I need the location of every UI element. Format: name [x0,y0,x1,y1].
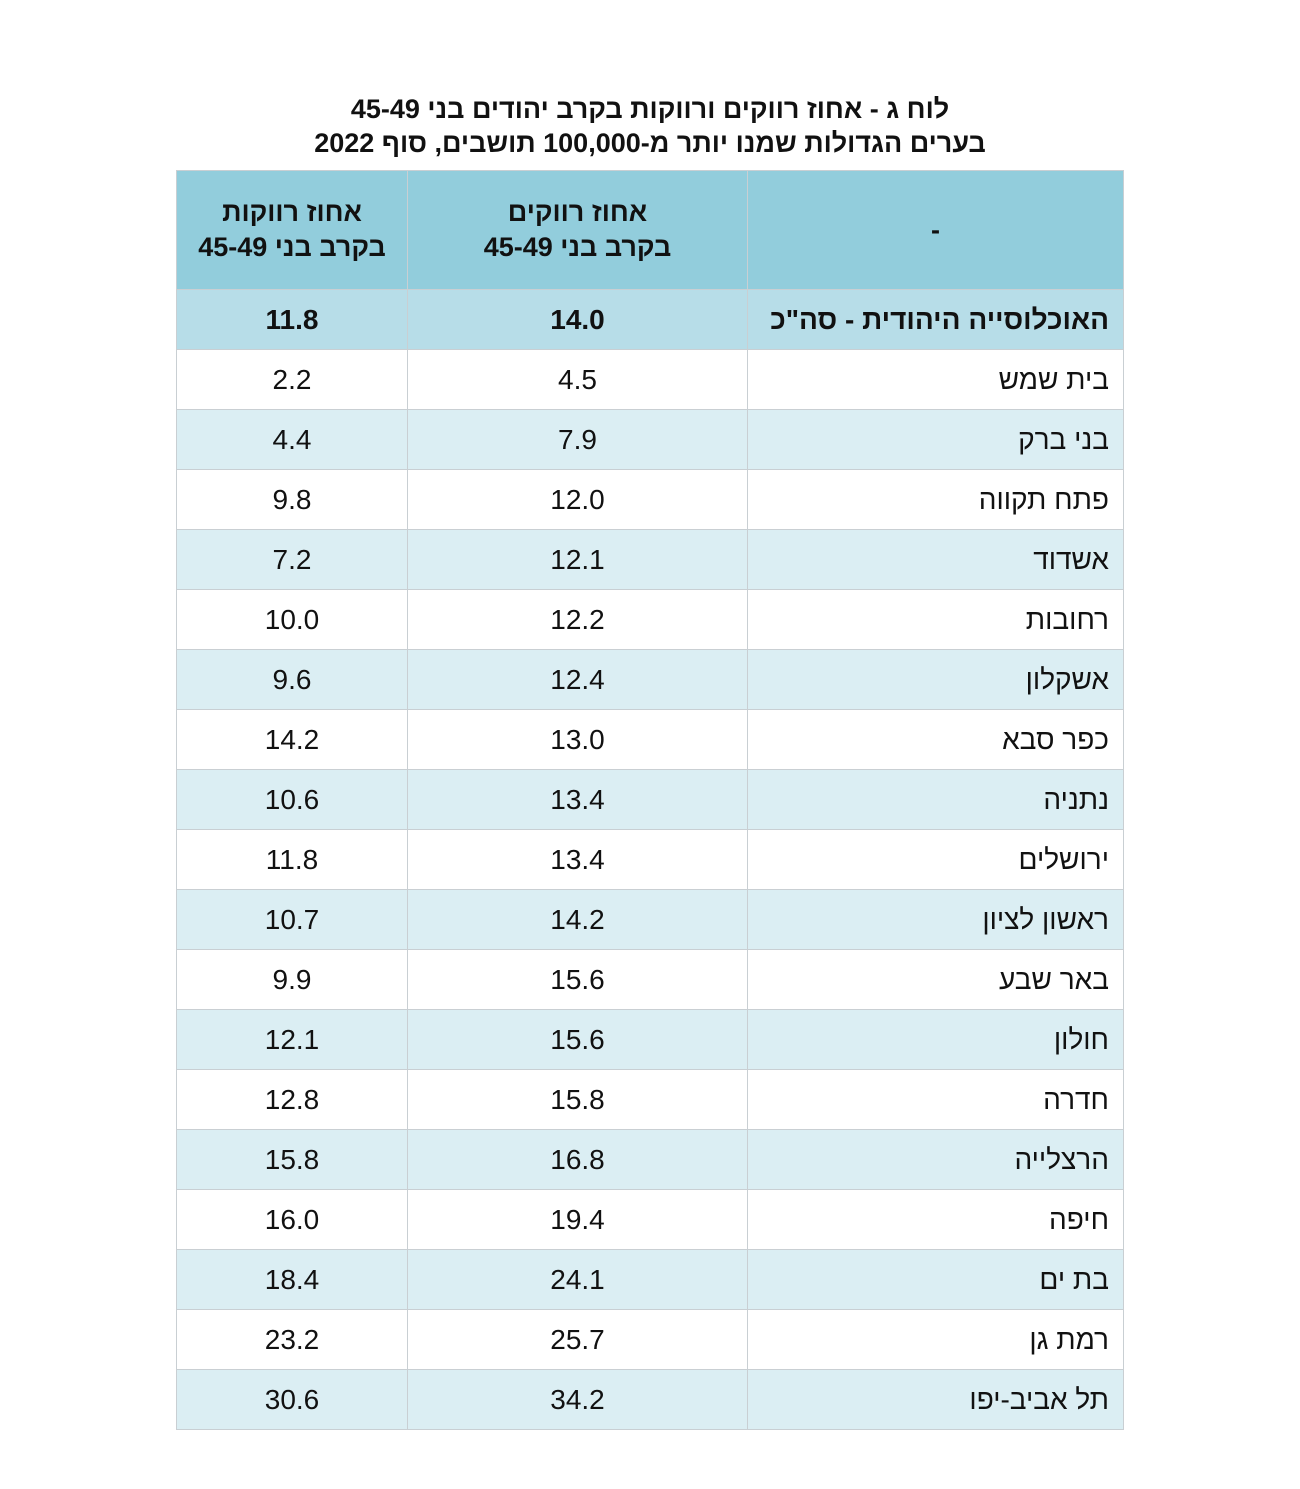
table-title [0,92,1300,160]
city-name: חדרה [748,1070,1124,1130]
city-name: חיפה [748,1190,1124,1250]
men-percent: 12.2 [408,590,748,650]
men-percent: 7.9 [408,410,748,470]
men-percent: 25.7 [408,1310,748,1370]
table-row [177,650,1124,710]
total-women: 11.8 [177,290,408,350]
men-percent: 16.8 [408,1130,748,1190]
table-row [177,710,1124,770]
men-percent: 13.4 [408,830,748,890]
table-row [177,530,1124,590]
title-line-2: בערים הגדולות שמנו יותר מ-100,000 תושבים, סוף 2022 [314,128,986,158]
men-percent: 12.0 [408,470,748,530]
table-row [177,1130,1124,1190]
table-row [177,890,1124,950]
title-line-1: לוח ג - אחוז רווקים ורווקות בקרב יהודים בני 45-49 [350,94,950,124]
men-percent: 15.8 [408,1070,748,1130]
women-percent: 11.8 [177,830,408,890]
men-percent: 34.2 [408,1370,748,1430]
women-percent: 4.4 [177,410,408,470]
men-percent: 12.4 [408,650,748,710]
table-row [177,1070,1124,1130]
table-row [177,410,1124,470]
header-women [177,171,408,290]
header-men-line-1: אחוז רווקים [507,197,648,227]
city-name: ירושלים [748,830,1124,890]
women-percent: 14.2 [177,710,408,770]
table-row [177,830,1124,890]
city-name: כפר סבא [748,710,1124,770]
city-name: הרצלייה [748,1130,1124,1190]
city-name: אשקלון [748,650,1124,710]
men-percent: 12.1 [408,530,748,590]
city-name: באר שבע [748,950,1124,1010]
total-row [177,290,1124,350]
city-name: פתח תקווה [748,470,1124,530]
table-row [177,770,1124,830]
women-percent: 10.0 [177,590,408,650]
header-women-line-1: אחוז רווקות [222,197,362,227]
table-row [177,1370,1124,1430]
table-row [177,1310,1124,1370]
men-percent: 15.6 [408,1010,748,1070]
city-name: רמת גן [748,1310,1124,1370]
women-percent: 16.0 [177,1190,408,1250]
men-percent: 14.2 [408,890,748,950]
city-name: אשדוד [748,530,1124,590]
data-table-container [176,170,1123,1430]
women-percent: 2.2 [177,350,408,410]
men-percent: 13.0 [408,710,748,770]
city-name: בית שמש [748,350,1124,410]
total-name: האוכלוסייה היהודית - סה"כ [748,290,1124,350]
women-percent: 7.2 [177,530,408,590]
men-percent: 4.5 [408,350,748,410]
table-row [177,350,1124,410]
header-row [177,171,1124,290]
total-men: 14.0 [408,290,748,350]
women-percent: 15.8 [177,1130,408,1190]
city-name: תל אביב-יפו [748,1370,1124,1430]
women-percent: 10.7 [177,890,408,950]
city-name: רחובות [748,590,1124,650]
women-percent: 12.8 [177,1070,408,1130]
table-row [177,950,1124,1010]
city-name: חולון [748,1010,1124,1070]
women-percent: 9.9 [177,950,408,1010]
men-percent: 19.4 [408,1190,748,1250]
men-percent: 15.6 [408,950,748,1010]
men-percent: 13.4 [408,770,748,830]
women-percent: 23.2 [177,1310,408,1370]
smokers-table [176,170,1124,1430]
table-row [177,470,1124,530]
women-percent: 12.1 [177,1010,408,1070]
women-percent: 9.6 [177,650,408,710]
table-row [177,1250,1124,1310]
city-name: בני ברק [748,410,1124,470]
city-name: בת ים [748,1250,1124,1310]
header-men-line-2: בקרב בני 45-49 [483,232,672,262]
header-men [408,171,748,290]
table-row [177,590,1124,650]
header-women-line-2: בקרב בני 45-49 [198,232,386,262]
women-percent: 30.6 [177,1370,408,1430]
table-row [177,1010,1124,1070]
men-percent: 24.1 [408,1250,748,1310]
women-percent: 18.4 [177,1250,408,1310]
header-name: - [748,171,1124,290]
women-percent: 10.6 [177,770,408,830]
city-name: ראשון לציון [748,890,1124,950]
city-name: נתניה [748,770,1124,830]
table-row [177,1190,1124,1250]
women-percent: 9.8 [177,470,408,530]
